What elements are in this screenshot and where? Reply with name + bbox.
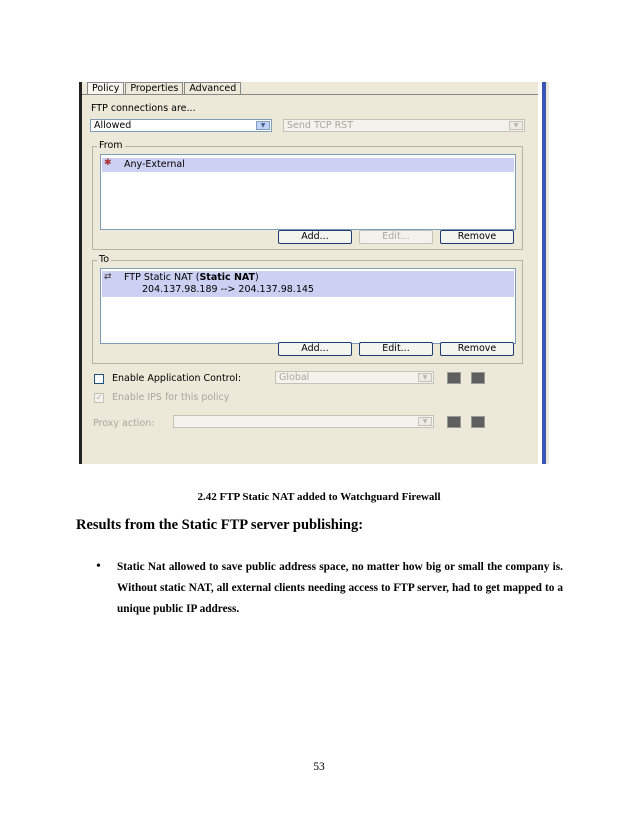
- edit-proxy-icon[interactable]: [447, 416, 461, 428]
- to-entry-bold: Static NAT: [199, 272, 256, 283]
- to-entry-prefix: FTP Static NAT (: [124, 272, 200, 283]
- app-control-select[interactable]: [275, 371, 434, 384]
- chevron-down-icon[interactable]: ▼: [256, 121, 270, 130]
- edit-action-icon[interactable]: [447, 372, 461, 384]
- tab-bar: [87, 82, 242, 94]
- to-add-button[interactable]: Add...: [278, 342, 352, 356]
- clone-action-icon[interactable]: [471, 372, 485, 384]
- send-tcp-rst-value: Send TCP RST: [287, 120, 354, 131]
- clone-proxy-icon[interactable]: [471, 416, 485, 428]
- send-tcp-rst-select[interactable]: [283, 119, 525, 132]
- static-nat-icon: ⇄: [104, 272, 112, 282]
- from-entry: Any-External: [124, 159, 185, 170]
- proxy-action-select[interactable]: [173, 415, 434, 428]
- to-group-title: To: [99, 254, 110, 265]
- proxy-action-label: Proxy action:: [93, 418, 155, 429]
- section-heading: Results from the Static FTP server publishing:: [76, 517, 364, 533]
- from-edit-button[interactable]: Edit...: [359, 230, 433, 244]
- from-add-button[interactable]: Add...: [278, 230, 352, 244]
- from-remove-button[interactable]: Remove: [440, 230, 514, 244]
- chevron-down-icon[interactable]: ▼: [509, 121, 523, 130]
- ftp-connections-label: FTP connections are...: [91, 103, 196, 114]
- figure-caption: 2.42 FTP Static NAT added to Watchguard Firewall: [197, 491, 441, 503]
- right-blue-border: [542, 82, 546, 464]
- to-remove-button[interactable]: Remove: [440, 342, 514, 356]
- app-control-checkbox[interactable]: [94, 374, 104, 384]
- from-list[interactable]: [100, 154, 516, 230]
- ftp-action-select[interactable]: [90, 119, 272, 132]
- external-alias-icon: ✱: [104, 158, 112, 168]
- chevron-down-icon[interactable]: ▼: [418, 417, 432, 426]
- tab-properties[interactable]: Properties: [125, 82, 183, 95]
- to-entry-line2: 204.137.98.189 --> 204.137.98.145: [142, 284, 314, 295]
- tab-policy[interactable]: Policy: [87, 82, 124, 95]
- list-item[interactable]: [102, 158, 514, 172]
- tab-underline: [82, 94, 538, 95]
- chevron-down-icon[interactable]: ▼: [418, 373, 432, 382]
- to-edit-button[interactable]: Edit...: [359, 342, 433, 356]
- page-number: 53: [313, 761, 325, 773]
- ips-checkbox[interactable]: ✓: [95, 393, 103, 402]
- to-entry-line1: [124, 272, 259, 283]
- left-border: [79, 82, 82, 464]
- bullet-paragraph: Static Nat allowed to save public address space, no matter how big or small the company is. Without static NAT, all external clients needing access to FTP server, had to get mapped to a unique public IP address.: [117, 561, 563, 615]
- ips-label: Enable IPS for this policy: [112, 392, 230, 403]
- from-group-title: From: [99, 140, 123, 151]
- tab-advanced[interactable]: Advanced: [184, 82, 241, 95]
- to-list[interactable]: [100, 268, 516, 344]
- app-control-label: Enable Application Control:: [112, 373, 242, 384]
- bullet-marker: •: [96, 559, 101, 574]
- firewall-policy-screenshot: [79, 82, 549, 464]
- app-control-value: Global: [279, 372, 310, 383]
- list-item[interactable]: [102, 271, 514, 297]
- to-entry-suffix: ): [255, 272, 259, 283]
- ftp-action-value: Allowed: [94, 120, 132, 131]
